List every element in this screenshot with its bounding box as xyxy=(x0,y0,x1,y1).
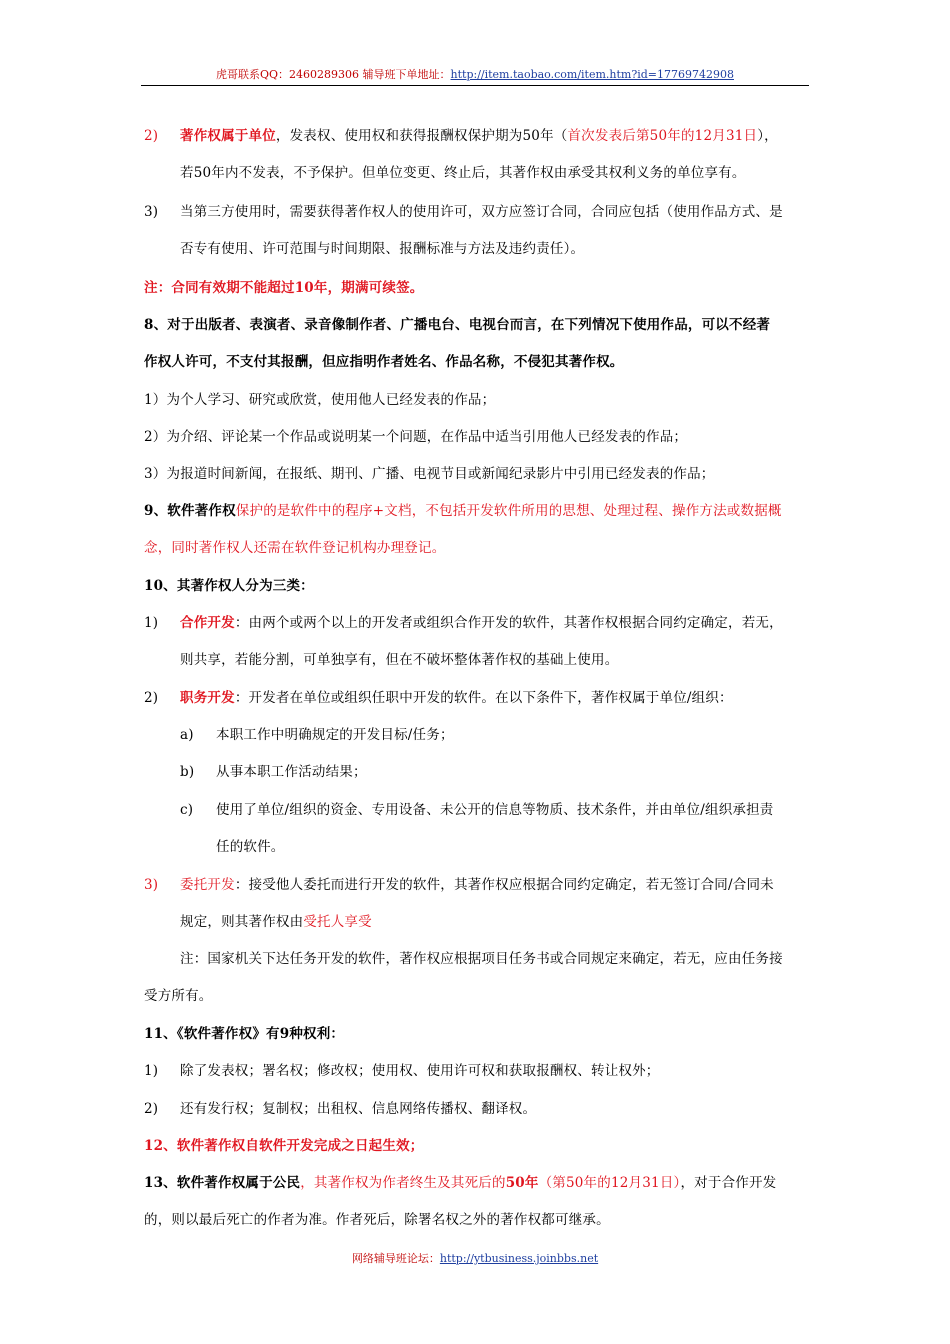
item-3-line-1 xyxy=(144,200,783,220)
section-10-item-3-text-2: 规定，则其著作权由 xyxy=(180,914,304,930)
section-10-item-3-text: ：接受他人委托而进行开发的软件，其著作权应根据合同约定确定，若无签订合同/合同未 xyxy=(234,877,774,893)
section-11-item-2 xyxy=(144,1097,536,1117)
section-10-sub-b xyxy=(180,760,367,780)
section-10-note-line-2: 受方所有。 xyxy=(144,988,213,1004)
section-10-item-1-text: ：由两个或两个以上的开发者或组织合作开发的软件，其著作权根据合同约定确定，若无， xyxy=(234,615,783,631)
section-13-end: ，对于合作开发 xyxy=(680,1175,777,1191)
section-10-sub-c-line-1 xyxy=(180,798,774,818)
section-10-sub-c-line-2: 任的软件。 xyxy=(216,839,285,855)
item-2-red: 首次发表后第50年的12月31日 xyxy=(567,128,758,144)
section-11-item-1 xyxy=(144,1059,660,1079)
item-3-number: 3) xyxy=(144,204,159,220)
section-11-item-1-text: 除了发表权；署名权；修改权；使用权、使用许可权和获取报酬权、转让权外； xyxy=(180,1063,660,1079)
sub-c-text: 使用了单位/组织的资金、专用设备、未公开的信息等物质、技术条件，并由单位/组织承担责 xyxy=(216,802,774,818)
section-10-item-1-line-2: 则共享，若能分割，可单独享有，但在不破坏整体著作权的基础上使用。 xyxy=(180,652,619,668)
item-3-text: 当第三方使用时，需要获得著作权人的使用许可，双方应签订合同，合同应包括（使用作品方式、是 xyxy=(180,204,783,220)
item-2-number: 2) xyxy=(144,128,159,144)
section-9-red: 保护的是软件中的程序+文档，不包括开发软件所用的思想、处理过程、操作方法或数据概 xyxy=(235,503,782,519)
section-13-red-3: （第50年的12月31日） xyxy=(538,1175,681,1191)
section-10-item-3-label: 委托开发 xyxy=(180,877,235,893)
section-9-bold: 9、软件著作权 xyxy=(144,503,236,519)
section-13-red-1: ，其著作权为作者终生及其死后的 xyxy=(300,1175,506,1191)
section-10-item-2-line-1 xyxy=(144,686,733,706)
section-8-line-2: 作权人许可，不支付其报酬，但应指明作者姓名、作品名称，不侵犯其著作权。 xyxy=(144,354,624,370)
section-10-item-3-number: 3) xyxy=(144,877,159,893)
sub-b-number: b) xyxy=(180,764,195,780)
section-11-item-1-number: 1) xyxy=(144,1063,159,1079)
section-9-line-1 xyxy=(144,499,782,519)
item-2-line-1 xyxy=(144,124,778,144)
section-10-title: 10、其著作权人分为三类： xyxy=(144,578,314,594)
page-header xyxy=(141,66,809,82)
section-8-item-2: 2）为介绍、评论某一个作品或说明某一个问题，在作品中适当引用他人已经发表的作品； xyxy=(144,429,688,445)
section-10-item-1-label: 合作开发 xyxy=(180,615,235,631)
note-contract-term: 注：合同有效期不能超过10年，期满可续签。 xyxy=(144,280,424,296)
sub-a-number: a) xyxy=(180,727,194,743)
section-13-bold: 13、软件著作权属于公民 xyxy=(144,1175,301,1191)
section-10-item-2-label: 职务开发 xyxy=(180,690,235,706)
section-10-item-3-line-2 xyxy=(180,910,372,930)
item-2-bold: 著作权属于单位 xyxy=(180,128,276,144)
section-11-item-2-number: 2) xyxy=(144,1101,159,1117)
section-10-note-line-1: 注：国家机关下达任务开发的软件，著作权应根据项目任务书或合同规定来确定，若无，应由任务接 xyxy=(180,951,783,967)
item-2-end: ）， xyxy=(757,128,778,144)
header-order-link[interactable]: http://item.taobao.com/item.htm?id=17769742908 xyxy=(450,68,734,81)
item-2-line-2: 若50年内不发表，不予保护。但单位变更、终止后，其著作权由承受其权利义务的单位享有。 xyxy=(180,165,746,181)
section-8-line-1: 8、对于出版者、表演者、录音像制作者、广播电台、电视台而言，在下列情况下使用作品，可以不经著 xyxy=(144,317,771,333)
page-footer xyxy=(0,1250,950,1266)
section-10-item-2-text: ：开发者在单位或组织任职中开发的软件。在以下条件下，著作权属于单位/组织： xyxy=(234,690,733,706)
sub-a-text: 本职工作中明确规定的开发目标/任务； xyxy=(216,727,454,743)
section-10-item-2-number: 2) xyxy=(144,690,159,706)
section-10-item-3-line-1 xyxy=(144,873,774,893)
section-10-item-1-number: 1) xyxy=(144,615,159,631)
section-10-item-3-red: 受托人享受 xyxy=(303,914,372,930)
section-8-item-1: 1）为个人学习、研究或欣赏，使用他人已经发表的作品； xyxy=(144,392,496,408)
item-3-line-2: 否专有使用、许可范围与时间期限、报酬标准与方法及违约责任）。 xyxy=(180,241,585,257)
section-13-red-2: 50年 xyxy=(505,1175,539,1191)
section-13-line-2: 的，则以最后死亡的作者为准。作者死后，除署名权之外的著作权都可继承。 xyxy=(144,1212,610,1228)
section-11-item-2-text: 还有发行权；复制权；出租权、信息网络传播权、翻译权。 xyxy=(180,1101,537,1117)
section-13-line-1 xyxy=(144,1171,776,1191)
header-rule xyxy=(141,85,809,86)
section-10-item-1-line-1 xyxy=(144,611,783,631)
section-11-title: 11、《软件著作权》有9种权利： xyxy=(144,1026,345,1042)
sub-c-number: c) xyxy=(180,802,194,818)
sub-b-text: 从事本职工作活动结果； xyxy=(216,764,367,780)
section-10-sub-a xyxy=(180,723,454,743)
footer-forum-link[interactable]: http://ytbusiness.joinbbs.net xyxy=(439,1252,599,1265)
section-9-line-2: 念，同时著作权人还需在软件登记机构办理登记。 xyxy=(144,540,446,556)
header-contact-text: 虎哥联系QQ：2460289306 辅导班下单地址： xyxy=(215,68,451,81)
item-2-text: ，发表权、使用权和获得报酬权保护期为50年（ xyxy=(275,128,568,144)
section-8-item-3: 3）为报道时间新闻，在报纸、期刊、广播、电视节目或新闻纪录影片中引用已经发表的作品； xyxy=(144,466,715,482)
footer-forum-text: 网络辅导班论坛： xyxy=(351,1252,440,1265)
section-12: 12、软件著作权自软件开发完成之日起生效； xyxy=(144,1138,424,1154)
